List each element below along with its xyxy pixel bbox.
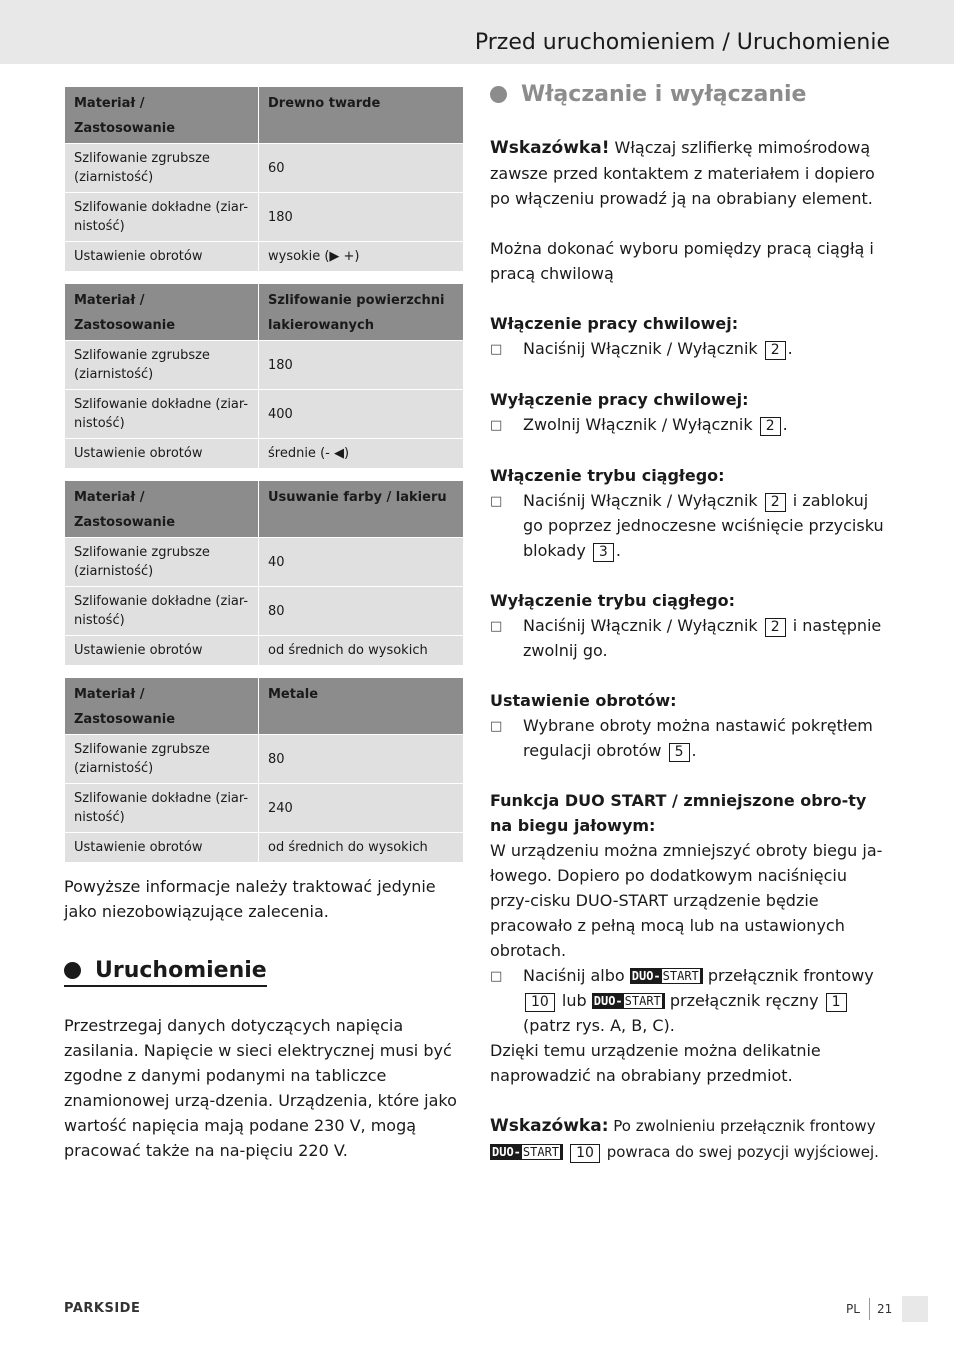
- table-cell: od średnich do wysokich: [259, 833, 464, 863]
- table-head-value: Drewno twarde: [259, 87, 464, 144]
- page-header: [0, 0, 954, 64]
- table-cell: 400: [259, 390, 464, 439]
- list-item: [490, 613, 890, 663]
- startup-paragraph: Przestrzegaj danych dotyczących napięcia zasilania. Napięcie w sieci elektrycznej musi być zgodne z danymi podanymi na tabliczce znamionowej urzą-dzenia. Urządzenia, które jako wartość napięcia mają podane 230 V, mogą pracować także na na-pięciu 220 V.: [64, 1016, 457, 1160]
- table-cell: 80: [259, 735, 464, 784]
- bullet-text: Naciśnij Włącznik / Wyłącznik: [523, 339, 758, 358]
- heading-text: Włączanie i wyłączanie: [521, 82, 807, 107]
- part-number: 10: [570, 1144, 600, 1163]
- table-row: [65, 833, 464, 863]
- recommendation-note: Powyższe informacje należy traktować jedynie jako niezobowiązujące zalecenia.: [64, 877, 436, 921]
- duo-logo-part: DUO-: [492, 1145, 521, 1159]
- footer-tab-marker: [902, 1296, 928, 1322]
- bullet-text: Wybrane obroty można nastawić pokrętłem regulacji obrotów: [523, 716, 873, 760]
- table-cell: wysokie (▶ +): [259, 242, 464, 272]
- part-number: 2: [765, 618, 786, 637]
- table-head-value: Usuwanie farby / lakieru: [259, 481, 464, 538]
- table-cell: Ustawienie obrotów: [65, 242, 259, 272]
- list-item: [490, 963, 890, 1038]
- duo-start-paragraph: W urządzeniu można zmniejszyć obroty biegu ja-łowego. Dopiero po dodatkowym naciśnięciu przy-cisku DUO-START urządzenie będzie pracowało z pełną mocą lub na ustawionych obrotach.: [490, 841, 883, 960]
- table-cell: Szlifowanie zgrubsze (ziarnistość): [65, 341, 259, 390]
- table-cell: średnie (- ◀): [259, 439, 464, 469]
- choice-paragraph: Można dokonać wyboru pomiędzy pracą ciągłą i pracą chwilową: [490, 239, 874, 283]
- spec-table-lacquered: [64, 283, 464, 469]
- footer-divider: [869, 1298, 870, 1320]
- spec-tables: [64, 86, 464, 924]
- hint-paragraph: [490, 135, 890, 211]
- duo-logo-part: DUO-: [631, 969, 661, 983]
- table-cell: Szlifowanie dokładne (ziar-nistość): [65, 193, 259, 242]
- duo-start-after: Dzięki temu urządzenie można delikatnie naprowadzić na obrabiany przedmiot.: [490, 1041, 821, 1085]
- spec-table-metals: [64, 677, 464, 863]
- checkbox-icon: □: [490, 969, 503, 984]
- part-number: 2: [765, 493, 786, 512]
- table-head-label: Materiał / Zastosowanie: [65, 87, 259, 144]
- table-cell: 180: [259, 193, 464, 242]
- checkbox-icon: □: [490, 342, 503, 357]
- checkbox-icon: □: [490, 494, 503, 509]
- table-row: [65, 439, 464, 469]
- table-head-label: Materiał / Zastosowanie: [65, 678, 259, 735]
- page-title: Przed uruchomieniem / Uruchomienie: [474, 30, 890, 55]
- list-item: □ Zwolnij Włącznik / Wyłącznik 2 .: [490, 412, 890, 438]
- bullet-text: Naciśnij Włącznik / Wyłącznik: [523, 491, 758, 510]
- bullet-text: lub: [556, 991, 592, 1010]
- hint-label: Wskazówka!: [490, 138, 610, 158]
- language-code: PL: [846, 1302, 860, 1316]
- bullet-text: przełącznik frontowy: [702, 966, 874, 985]
- table-head-value: Metale: [259, 678, 464, 735]
- startup-body: [64, 1013, 464, 1163]
- list-item: □ Naciśnij Włącznik / Wyłącznik 2 i zablokuj go poprzez jednoczesne wciśnięcie przycisku blokady 3 .: [490, 488, 890, 563]
- table-cell: od średnich do wysokich: [259, 636, 464, 666]
- spec-table-hardwood: [64, 86, 464, 272]
- final-hint: [490, 1113, 890, 1165]
- hint-text: Włączaj szlifierkę mimośrodową zawsze przed kontaktem z materiałem i dopiero po włączeniu prowadź ją na obrabiany element.: [490, 138, 875, 208]
- brand-logo: PARKSIDE: [64, 1301, 141, 1316]
- checkbox-icon: □: [490, 719, 503, 734]
- hint-text: powraca do swej pozycji wyjściowej.: [601, 1143, 879, 1161]
- table-cell: Szlifowanie zgrubsze (ziarnistość): [65, 144, 259, 193]
- part-number: 2: [760, 417, 781, 436]
- bullet-text: Naciśnij albo: [523, 966, 630, 985]
- subheading-speed: Ustawienie obrotów:: [490, 691, 677, 710]
- spec-table-paint-removal: [64, 480, 464, 666]
- table-head-value: Szlifowanie powierzchni lakierowanych: [259, 284, 464, 341]
- table-cell: 80: [259, 587, 464, 636]
- list-item: □ Wybrane obroty można nastawić pokrętłem regulacji obrotów 5 .: [490, 713, 890, 763]
- checkbox-icon: □: [490, 619, 503, 634]
- heading-text: Uruchomienie: [95, 958, 267, 983]
- subheading-continuous-off: Wyłączenie trybu ciągłego:: [490, 591, 735, 610]
- subheading-duo-start: Funkcja DUO START / zmniejszone obro-ty na biegu jałowym:: [490, 791, 867, 835]
- table-cell: Szlifowanie dokładne (ziar-nistość): [65, 587, 259, 636]
- table-row: [65, 144, 464, 193]
- table-cell: 180: [259, 341, 464, 390]
- duo-logo-part: DUO-: [593, 994, 623, 1008]
- table-row: [65, 784, 464, 833]
- table-row: [65, 242, 464, 272]
- table-cell: Szlifowanie zgrubsze (ziarnistość): [65, 538, 259, 587]
- table-cell: 240: [259, 784, 464, 833]
- table-cell: 40: [259, 538, 464, 587]
- bullet-text: Naciśnij Włącznik / Wyłącznik: [523, 616, 758, 635]
- table-row: [65, 193, 464, 242]
- table-row: [65, 341, 464, 390]
- part-number: 1: [826, 993, 847, 1012]
- table-cell: Ustawienie obrotów: [65, 636, 259, 666]
- duo-start-logo-icon: [592, 993, 665, 1009]
- part-number: 2: [765, 341, 786, 360]
- bullet-dot-icon: [64, 962, 81, 979]
- table-row: [65, 538, 464, 587]
- bullet-text: i zablokuj go poprzez jednoczesne wciśnięcie przycisku blokady: [523, 491, 884, 560]
- bullet-text: Zwolnij Włącznik / Wyłącznik: [523, 415, 753, 434]
- subheading-momentary-on: Włączenie pracy chwilowej:: [490, 314, 739, 333]
- part-number: 10: [525, 993, 555, 1012]
- hint-label: Wskazówka:: [490, 1116, 609, 1136]
- list-item: □ Naciśnij Włącznik / Wyłącznik 2 .: [490, 336, 890, 362]
- bullet-text: i następnie zwolnij go.: [523, 616, 882, 660]
- subheading-continuous-on: Włączenie trybu ciągłego:: [490, 466, 725, 485]
- section-heading-switching: [490, 82, 890, 107]
- table-row: [65, 735, 464, 784]
- table-row: [65, 636, 464, 666]
- part-number: 3: [593, 543, 614, 562]
- bullet-text: przełącznik ręczny: [664, 991, 824, 1010]
- duo-start-logo-icon: [630, 968, 703, 984]
- switching-section: [490, 82, 890, 1165]
- bullet-text: (patrz rys. A, B, C).: [523, 1016, 675, 1035]
- table-cell: Szlifowanie dokładne (ziar-nistość): [65, 784, 259, 833]
- table-row: [65, 390, 464, 439]
- table-cell: Szlifowanie zgrubsze (ziarnistość): [65, 735, 259, 784]
- table-row: [65, 587, 464, 636]
- hint-text: Po zwolnieniu przełącznik frontowy: [608, 1117, 876, 1135]
- table-head-label: Materiał / Zastosowanie: [65, 284, 259, 341]
- page-number: 21: [877, 1302, 893, 1316]
- bullet-dot-icon: [490, 86, 507, 103]
- table-cell: Ustawienie obrotów: [65, 833, 259, 863]
- duo-logo-part: START: [522, 1145, 560, 1159]
- duo-logo-part: START: [662, 969, 699, 983]
- checkbox-icon: □: [490, 418, 503, 433]
- table-cell: Ustawienie obrotów: [65, 439, 259, 469]
- section-heading-startup: [64, 958, 267, 987]
- table-cell: 60: [259, 144, 464, 193]
- table-head-label: Materiał / Zastosowanie: [65, 481, 259, 538]
- part-number: 5: [669, 743, 690, 762]
- duo-start-logo-icon: [490, 1144, 563, 1160]
- subheading-momentary-off: Wyłączenie pracy chwilowej:: [490, 390, 749, 409]
- duo-logo-part: START: [624, 994, 661, 1008]
- table-cell: Szlifowanie dokładne (ziar-nistość): [65, 390, 259, 439]
